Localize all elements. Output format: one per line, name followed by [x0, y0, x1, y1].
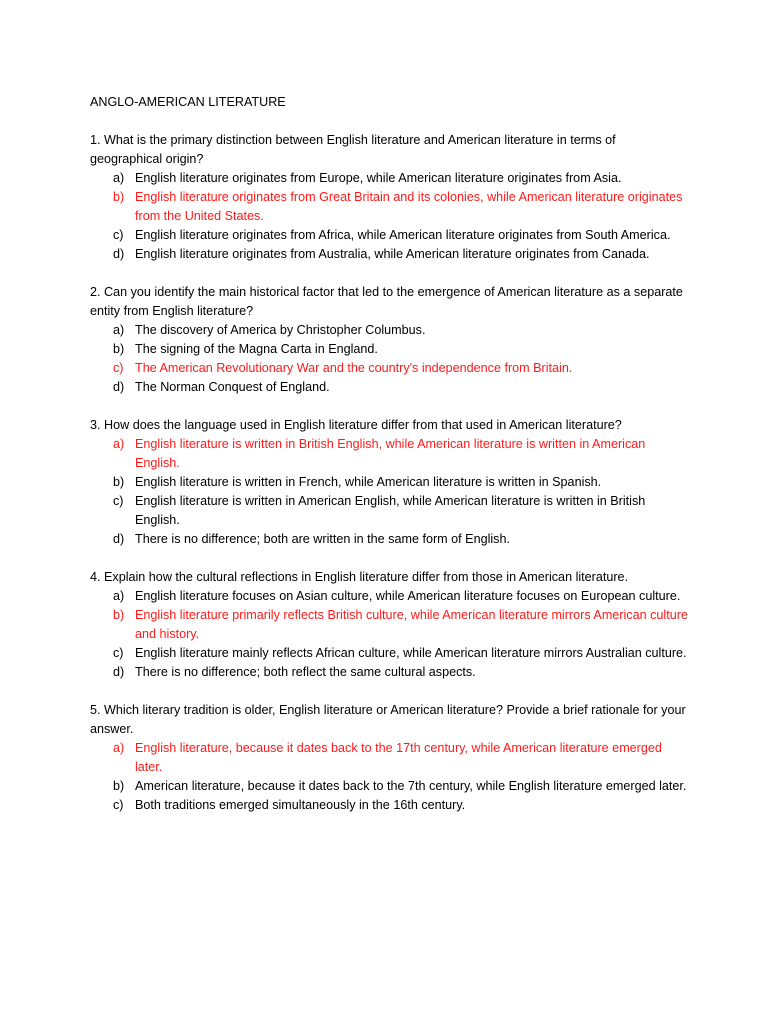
answer-option [90, 530, 690, 549]
answer-option [90, 777, 690, 796]
question-2 [90, 283, 690, 397]
answer-option [90, 169, 690, 188]
option-text: The American Revolutionary War and the country's independence from Britain. [135, 361, 573, 375]
option-text: English literature mainly reflects African culture, while American literature mirrors Australian culture. [135, 646, 687, 660]
answer-option [90, 245, 690, 264]
answer-option [90, 606, 690, 644]
option-letter: c) [113, 646, 124, 660]
option-letter: a) [113, 589, 125, 603]
option-letter: b) [113, 190, 125, 204]
question-text: 5. Which literary tradition is older, English literature or American literature? Provide a brief rationale for your answer. [90, 703, 686, 736]
option-text: English literature, because it dates back to the 17th century, while American literature emerged later. [135, 741, 662, 774]
answer-options [90, 321, 690, 397]
option-letter: d) [113, 247, 125, 261]
document-page [90, 93, 690, 834]
answer-option [90, 663, 690, 682]
option-letter: c) [113, 798, 124, 812]
option-letter: d) [113, 380, 125, 394]
answer-option [90, 378, 690, 397]
option-letter: a) [113, 323, 125, 337]
answer-option [90, 359, 690, 378]
option-text: English literature originates from Europe, while American literature originates from Asia. [135, 171, 622, 185]
answer-option [90, 796, 690, 815]
option-text: Both traditions emerged simultaneously in the 16th century. [135, 798, 466, 812]
answer-options [90, 739, 690, 815]
option-letter: b) [113, 475, 125, 489]
option-text: The signing of the Magna Carta in England. [135, 342, 378, 356]
option-text: There is no difference; both reflect the same cultural aspects. [135, 665, 476, 679]
option-text: English literature is written in British English, while American literature is written in American English. [135, 437, 646, 470]
option-letter: c) [113, 494, 124, 508]
answer-option [90, 644, 690, 663]
question-4 [90, 568, 690, 682]
question-3 [90, 416, 690, 549]
option-letter: d) [113, 532, 125, 546]
option-letter: a) [113, 741, 125, 755]
answer-option [90, 587, 690, 606]
option-letter: b) [113, 342, 125, 356]
option-text: English literature originates from Australia, while American literature originates from Canada. [135, 247, 650, 261]
option-text: English literature is written in French, while American literature is written in Spanish. [135, 475, 602, 489]
answer-option [90, 340, 690, 359]
answer-options [90, 169, 690, 264]
option-text: English literature originates from Great Britain and its colonies, while American literature originates from the United States. [135, 190, 683, 223]
option-text: There is no difference; both are written in the same form of English. [135, 532, 510, 546]
option-letter: d) [113, 665, 125, 679]
answer-option [90, 739, 690, 777]
option-text: English literature originates from Africa, while American literature originates from South America. [135, 228, 671, 242]
answer-option [90, 321, 690, 340]
answer-option [90, 435, 690, 473]
option-letter: c) [113, 361, 124, 375]
option-letter: a) [113, 171, 125, 185]
answer-options [90, 587, 690, 682]
option-letter: c) [113, 228, 124, 242]
option-letter: b) [113, 779, 125, 793]
question-text: 3. How does the language used in English literature differ from that used in American literature? [90, 418, 622, 432]
option-text: The Norman Conquest of England. [135, 380, 330, 394]
option-text: The discovery of America by Christopher Columbus. [135, 323, 426, 337]
question-1 [90, 131, 690, 264]
option-text: English literature focuses on Asian culture, while American literature focuses on European culture. [135, 589, 681, 603]
option-text: English literature is written in American English, while American literature is written in British English. [135, 494, 646, 527]
option-text: American literature, because it dates back to the 7th century, while English literature emerged later. [135, 779, 687, 793]
answer-option [90, 188, 690, 226]
question-text: 4. Explain how the cultural reflections in English literature differ from those in American literature. [90, 570, 629, 584]
answer-option [90, 473, 690, 492]
question-5 [90, 701, 690, 815]
answer-option [90, 492, 690, 530]
question-text: 1. What is the primary distinction between English literature and American literature in terms of geographical origin? [90, 133, 616, 166]
answer-option [90, 226, 690, 245]
option-letter: a) [113, 437, 125, 451]
option-text: English literature primarily reflects British culture, while American literature mirrors American culture and history. [135, 608, 688, 641]
document-title: ANGLO-AMERICAN LITERATURE [90, 95, 286, 109]
answer-options [90, 435, 690, 549]
question-text: 2. Can you identify the main historical factor that led to the emergence of American literature as a separate entity from English literature? [90, 285, 683, 318]
option-letter: b) [113, 608, 125, 622]
